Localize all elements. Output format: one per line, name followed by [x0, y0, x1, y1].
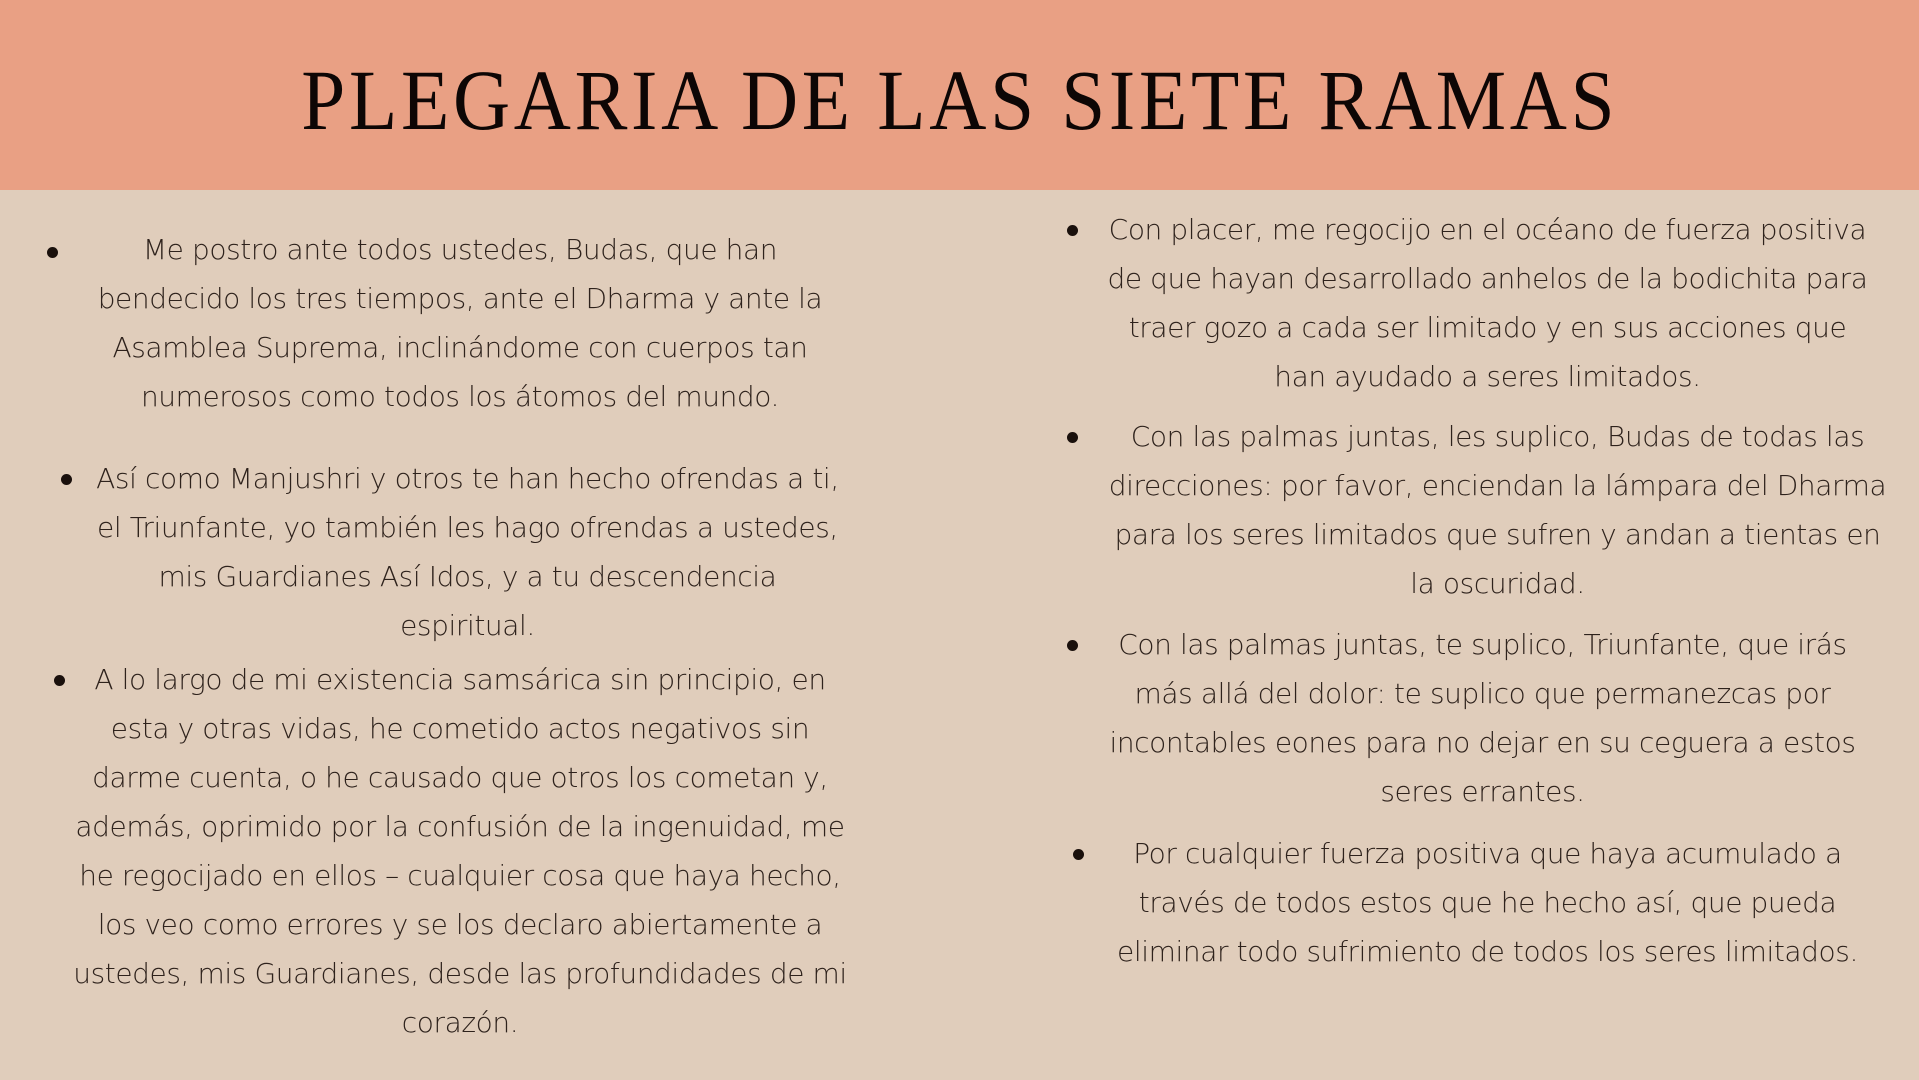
list-item-rejoicing	[1060, 205, 1895, 401]
list-item-request-remain	[1060, 620, 1895, 816]
bullet-icon	[47, 247, 58, 258]
list-item-text: Por cualquier fuerza positiva que haya acumulado a través de todos estos que he hecho así, que pueda eliminar todo sufrimiento de todos los seres limitados.	[1117, 837, 1858, 968]
list-item-text: Con placer, me regocijo en el océano de fuerza positiva de que hayan desarrollado anhelos de la bodichita para traer gozo a cada ser limitado y en sus acciones que han ayudado a seres limitados.	[1107, 213, 1868, 393]
list-item-request-teaching	[1060, 412, 1895, 608]
bullet-icon	[54, 675, 65, 686]
bullet-icon	[61, 474, 72, 485]
page-title: PLEGARIA DE LAS SIETE RAMAS	[300, 52, 1618, 148]
list-item-confession	[40, 655, 860, 1047]
list-item-text: Me postro ante todos ustedes, Budas, que han bendecido los tres tiempos, ante el Dharma y ante la Asamblea Suprema, inclinándome con cuerpos tan numerosos como todos los átomos del mundo.	[97, 233, 823, 413]
list-item-prostration	[40, 225, 860, 421]
list-item-text: A lo largo de mi existencia samsárica sin principio, en esta y otras vidas, he cometido actos negativos sin darme cuenta, o he causado que otros los cometan y, además, oprimido por la confusión de la ingenuidad, me he regocijado en ellos – cualquier cosa que haya hecho, los veo como errores y se los declaro abiertamente a ustedes, mis Guardianes, desde las profundidades de mi corazón.	[73, 663, 847, 1039]
title-banner	[0, 0, 1919, 190]
list-item-offerings	[40, 454, 860, 650]
list-item-dedication	[1060, 829, 1895, 976]
list-item-text: Con las palmas juntas, les suplico, Budas de todas las direcciones: por favor, enciendan la lámpara del Dharma para los seres limitados que sufren y andan a tientas en la oscuridad.	[1108, 420, 1887, 600]
bullet-icon	[1067, 640, 1078, 651]
list-item-text: Así como Manjushri y otros te han hecho ofrendas a ti, el Triunfante, yo también les hago ofrendas a ustedes, mis Guardianes Así Idos, y a tu descendencia espiritual.	[96, 462, 839, 642]
bullet-icon	[1067, 225, 1078, 236]
bullet-icon	[1067, 432, 1078, 443]
list-item-text: Con las palmas juntas, te suplico, Triunfante, que irás más allá del dolor: te suplico que permanezcas por incontables eones para no dejar en su ceguera a estos seres errantes.	[1109, 628, 1856, 808]
bullet-icon	[1073, 849, 1084, 860]
